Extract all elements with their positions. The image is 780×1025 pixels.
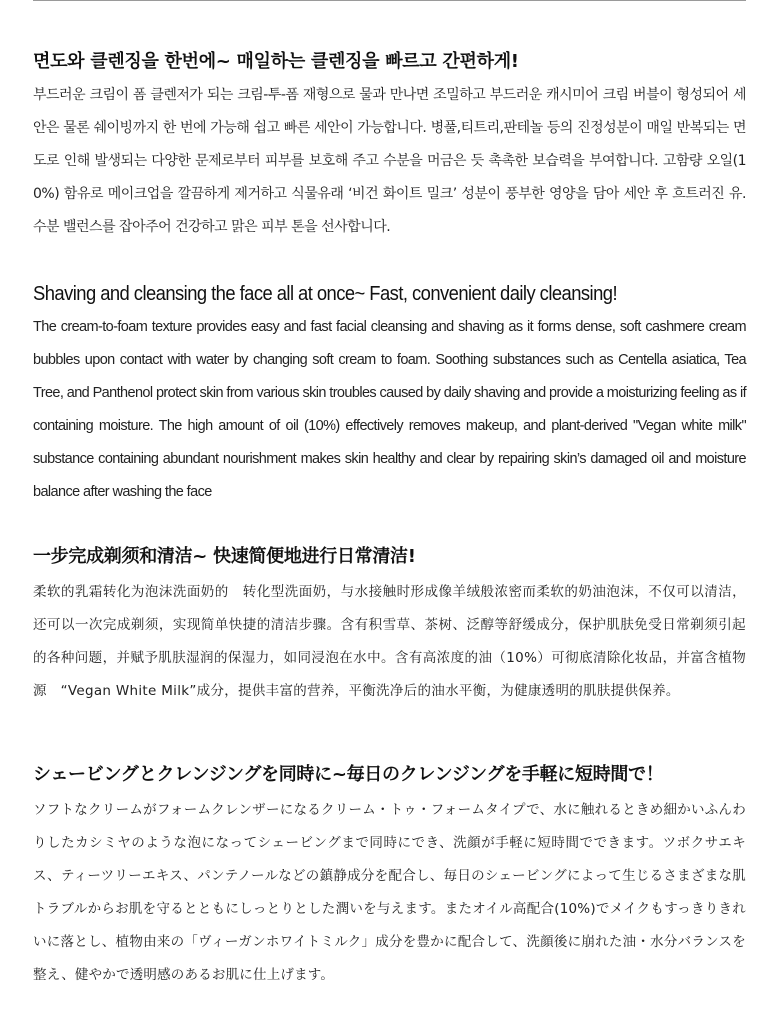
section-body-english: The cream-to-foam texture provides easy and fast facial cleansing and shaving as it forms dense, soft cashmere cream bubbles upon contact with water by changing soft cream to foam. Soothing substances such as Centella asiatica, Tea Tree, and Panthenol protect skin from various skin troubles caused by daily shaving and provide a moisturizing feeling as if containing moisture. The high amount of oil (10%) effectively removes makeup, and plant-derived "Vegan white milk" substance containing abundant nourishment makes skin healthy and clear by repairing skin’s damaged oil and moisture balance after washing the face [33,319,746,500]
section-body-chinese: 柔软的乳霜转化为泡沫洗面奶的 转化型洗面奶，与水接触时形成像羊绒般浓密而柔软的奶油泡沫，不仅可以清洁，还可以一次完成剃须，实现简单快捷的清洁步骤。含有积雪草、茶树、泛醇等舒缓成分，保护肌肤免受日常剃须引起的各种问题，并赋予肌肤湿润的保湿力，如同浸泡在水中。含有高浓度的油（10%）可彻底清除化妆品，并富含植物源 “Vegan White Milk”成分，提供丰富的营养，平衡洗净后的油水平衡，为健康透明的肌肤提供保养。 [33,584,746,699]
section-body-korean: 부드러운 크림이 폼 클렌저가 되는 크림-투-폼 재형으로 물과 만나면 조밀하고 부드러운 캐시미어 크림 버블이 형성되어 세안은 물론 쉐이빙까지 한 번에 가능해 쉽고 빠른 세안이 가능합니다. 병풀,티트리,판테놀 등의 진정성분이 매일 반복되는 면도로 인해 발생되는 다양한 문제로부터 피부를 보호해 주고 수분을 머금은 듯 촉촉한 보습력을 부여합니다. 고함량 오일(10%) 함유로 메이크업을 깔끔하게 제거하고 식물유래 ‘비건 화이트 밀크’ 성분이 풍부한 영양을 담아 세안 후 흐트러진 유.수분 밸런스를 잡아주어 건강하고 맑은 피부 톤을 선사합니다. [33,87,746,235]
section-heading-korean: 면도와 클렌징을 한번에~ 매일하는 클렌징을 빠르고 간편하게! [33,51,519,72]
section-heading-chinese: 一步完成剃须和清洁~ 快速简便地进行日常清洁! [33,546,416,567]
section-heading-english: Shaving and cleansing the face all at once~ Fast, convenient daily cleansing! [33,283,618,305]
section-body-japanese: ソフトなクリームがフォームクレンザーになるクリーム・トゥ・フォームタイプで、水に触れるときめ細かいふんわりしたカシミヤのような泡になってシェービングまで同時にでき、洗顔が手軽に短時間でできます。ツボクサエキス、ティーツリーエキス、パンテノールなどの鎮静成分を配合し、毎日のシェービングによって生じるさまざまな肌トラブルからお肌を守るとともにしっとりとした潤いを与えます。またオイル高配合(10%)でメイクもすっきりきれいに落とし、植物由来の「ヴィーガンホワイトミルク」成分を豊かに配合して、洗顔後に崩れた油・水分バランスを整え、健やかで透明感のあるお肌に仕上げます。 [33,802,746,983]
top-divider [33,0,746,1]
section-korean [33,48,746,244]
section-heading-japanese: シェービングとクレンジングを同時に~毎日のクレンジングを手軽に短時間で！ [33,764,664,785]
section-chinese [33,543,746,708]
section-japanese [33,761,746,992]
section-english [33,279,746,509]
